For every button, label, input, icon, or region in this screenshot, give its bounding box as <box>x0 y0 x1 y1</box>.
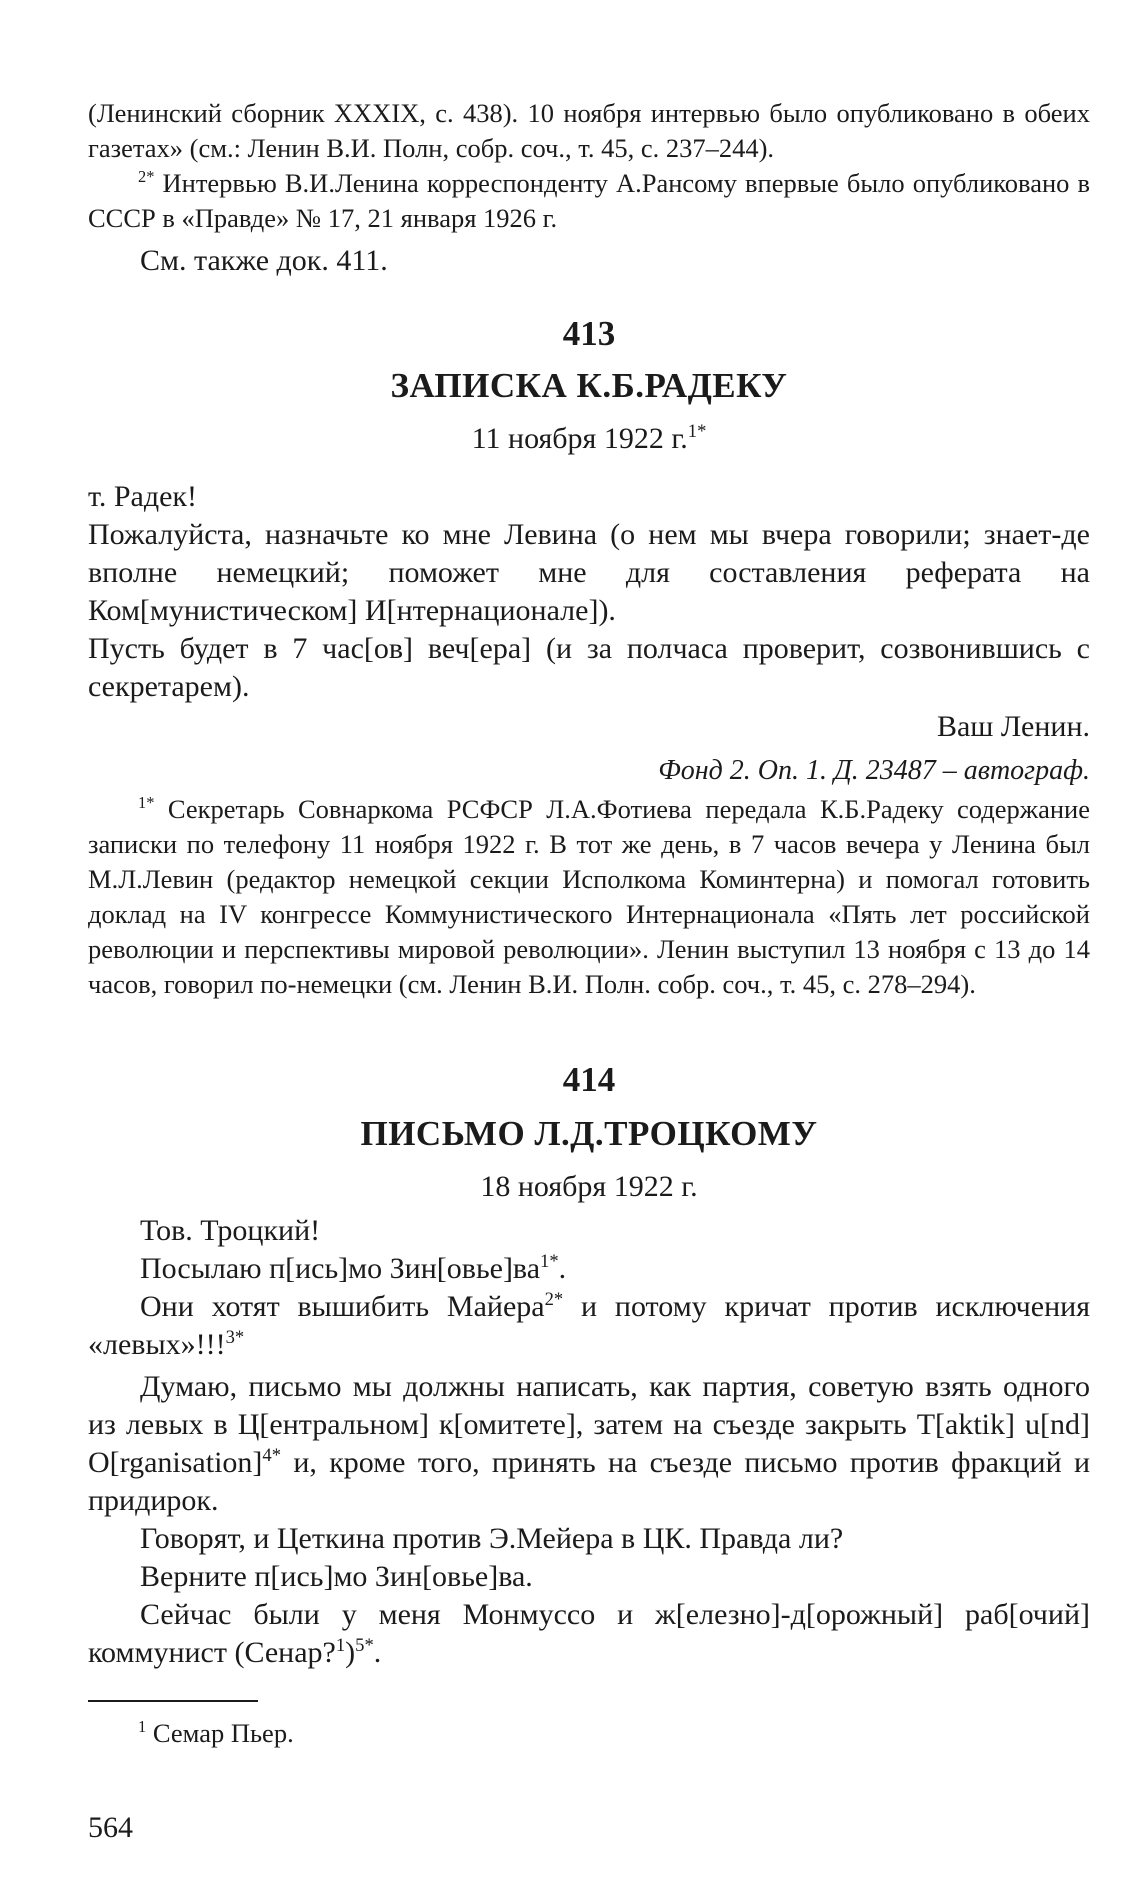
greeting: т. Радек! <box>88 480 197 513</box>
document-413 <box>88 314 1090 1002</box>
note-continuation: (Ленинский сборник XXXIX, с. 438). 10 ноября интервью было опубликовано в обеих газетах» (см.: Ленин В.И. Полн, собр. соч., т. 45, с. 237–244). <box>88 98 1090 163</box>
note-marker: 1* <box>540 1251 559 1272</box>
paragraph-text: . <box>558 1252 567 1285</box>
paragraph <box>88 1250 1090 1288</box>
see-also: См. также док. 411. <box>140 244 388 277</box>
note-1-text: Секретарь Совнаркома РСФСР Л.А.Фотиева передала К.Б.Радеку содержание записки по телефону 11 ноября 1922 г. В тот же день, в 7 часов вечера у Ленина был М.Л.Левин (редактор немецкой секции Исполкома Коминтерна) и помогал готовить доклад на IV конгрессе Коммунистического Интернационала «Пять лет российской революции и перспективы мировой революции». Ленин выступил 13 ноября с 13 до 14 часов, говорил по-немецки (см. Ленин В.И. Полн. собр. соч., т. 45, с. 278–294). <box>88 794 1090 999</box>
paragraph-text: и, кроме того, принять на съезде письмо против фракций и придирок. <box>88 1446 1090 1517</box>
note-2 <box>88 166 1090 236</box>
document-date <box>88 420 1090 458</box>
paragraph-text: Посылаю п[ись]мо Зин[овье]ва <box>140 1252 541 1285</box>
footnote-text: Семар Пьер. <box>146 1718 294 1748</box>
document-page <box>88 96 1090 1847</box>
note-marker: 3* <box>225 1327 245 1348</box>
note-1 <box>88 792 1090 1002</box>
paragraph-text: Думаю, письмо мы должны написать, как партия, советую взять одного из левых в Ц[ентральном] к[омитете], затем на съезде закрыть T[aktik] u[nd] O[rganisation] <box>88 1370 1090 1479</box>
date-text: 11 ноября 1922 г. <box>471 422 688 455</box>
note-2-marker: 2* <box>138 167 155 187</box>
document-title: ПИСЬМО Л.Д.ТРОЦКОМУ <box>360 1114 818 1153</box>
paragraph-text: Они хотят вышибить Майера <box>140 1290 545 1323</box>
note-marker: 4* <box>262 1445 281 1466</box>
signature: Ваш Ленин. <box>936 710 1090 743</box>
paragraph <box>88 1288 1090 1364</box>
document-title: ЗАПИСКА К.Б.РАДЕКУ <box>390 366 788 405</box>
paragraph-text: и потому кричат против исключения «левых»!!! <box>88 1290 1090 1361</box>
top-notes <box>88 96 1090 280</box>
paragraph: Верните п[ись]мо Зин[овье]ва. <box>140 1560 533 1593</box>
document-414 <box>88 1060 1090 1672</box>
greeting: Тов. Троцкий! <box>140 1214 321 1247</box>
paragraph: Пусть будет в 7 час[ов] веч[ера] (и за полчаса проверит, созвонившись с секретарем). <box>88 632 1090 703</box>
document-number: 414 <box>562 1060 616 1099</box>
footnote-marker: 1 <box>138 1717 147 1737</box>
note-marker: 1 <box>335 1635 346 1656</box>
paragraph: Говорят, и Цеткина против Э.Мейера в ЦК. Правда ли? <box>140 1522 844 1555</box>
date-note-marker: 1* <box>687 421 707 442</box>
note-1-marker: 1* <box>138 793 155 813</box>
page-number: 564 <box>88 1811 133 1844</box>
note-marker: 5* <box>355 1635 374 1656</box>
footnote <box>88 1716 1090 1751</box>
paragraph: Пожалуйста, назначьте ко мне Левина (о нем мы вчера говорили; знает-де вполне немецкий; поможет мне для составления реферата на Ком[мунистическом] И[нтернационале]). <box>88 518 1090 627</box>
paragraph <box>88 1368 1090 1520</box>
note-2-text: Интервью В.И.Ленина корреспонденту А.Рансому впервые было опубликовано в СССР в «Правде» № 17, 21 января 1926 г. <box>88 168 1090 233</box>
footnote-divider <box>88 1700 258 1702</box>
paragraph-text: . <box>373 1636 382 1669</box>
note-marker: 2* <box>544 1289 564 1310</box>
paragraph-text: Сейчас были у меня Монмуссо и ж[елезно]-д[орожный] раб[очий] коммунист (Сенар? <box>88 1598 1090 1669</box>
document-date: 18 ноября 1922 г. <box>480 1170 698 1203</box>
paragraph-text: ) <box>345 1636 356 1669</box>
document-number: 413 <box>562 314 616 353</box>
paragraph <box>88 1596 1090 1672</box>
archive-reference: Фонд 2. Оп. 1. Д. 23487 – автограф. <box>658 755 1090 786</box>
